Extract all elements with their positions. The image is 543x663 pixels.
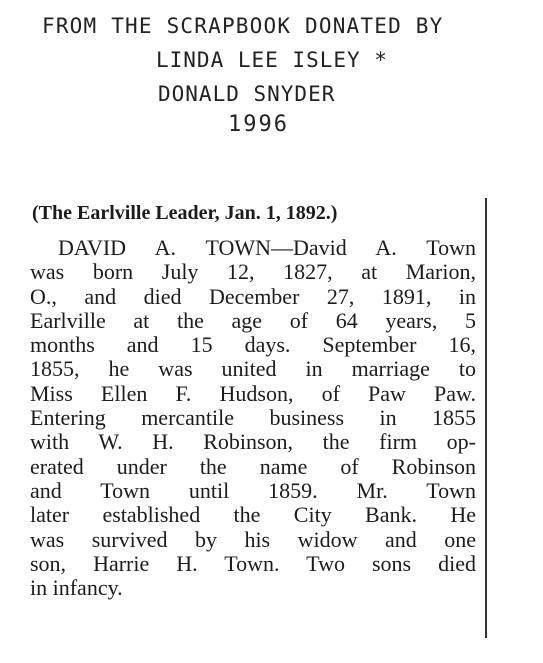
article-line: O., and died December 27, 1891, in — [30, 283, 476, 309]
article-line: in infancy. — [30, 575, 123, 601]
article-line: DAVID A. TOWN—David A. Town — [58, 235, 476, 260]
clipping-source: (The Earlville Leader, Jan. 1, 1892.) — [32, 202, 338, 224]
scrapbook-donation-line: FROM THE SCRAPBOOK DONATED BY — [42, 14, 444, 38]
article-line: was born July 12, 1827, at Marion, — [30, 259, 476, 285]
article-line: 1855, he was united in marriage to — [30, 356, 476, 382]
donor-name-line-2: DONALD SNYDER — [158, 82, 336, 106]
newspaper-clipping — [30, 196, 490, 641]
article-line: and Town until 1859. Mr. Town — [30, 477, 476, 503]
article-line: Entering mercantile business in 1855 — [30, 405, 476, 431]
article-line: erated under the name of Robinson — [30, 453, 476, 479]
article-line: Miss Ellen F. Hudson, of Paw Paw. — [30, 380, 476, 406]
article-line: son, Harrie H. Town. Two sons died — [30, 550, 476, 576]
donor-name-line: LINDA LEE ISLEY * — [156, 48, 388, 72]
article-line: months and 15 days. September 16, — [30, 332, 476, 358]
clipping-edge-rule — [485, 198, 487, 638]
article-line: Earlville at the age of 64 years, 5 — [30, 307, 476, 333]
donation-year: 1996 — [228, 112, 289, 137]
article-line: later established the City Bank. He — [30, 502, 476, 528]
article-line: with W. H. Robinson, the firm op- — [30, 429, 476, 455]
article-line: was survived by his widow and one — [30, 526, 476, 552]
obituary-article — [30, 236, 476, 600]
